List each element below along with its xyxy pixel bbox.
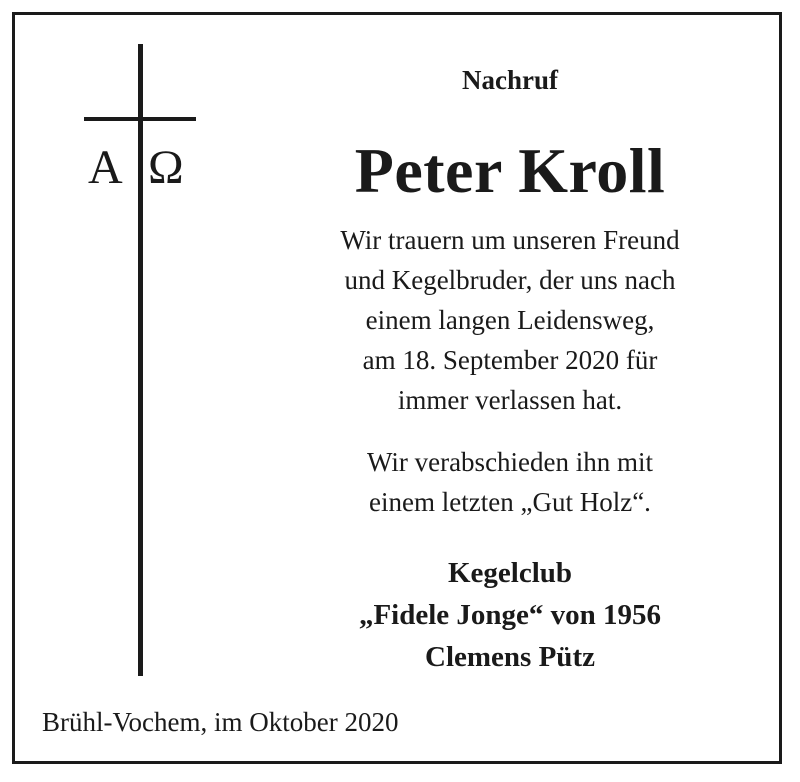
message-line: am 18. September 2020 für [362,345,658,375]
signature-line: „Fidele Jonge“ von 1956 [358,599,662,631]
obituary-heading: Nachruf [462,65,558,95]
alpha-symbol: A [88,141,123,194]
farewell-line: Wir verabschieden ihn mit [366,447,654,477]
farewell-line: einem letzten „Gut Holz“. [369,487,651,517]
signature-line: Clemens Pütz [425,641,595,673]
cross-vertical-bar [138,44,143,676]
signature-block [270,552,750,678]
farewell-message [270,442,750,522]
message-line: Wir trauern um unseren Freund [340,225,680,255]
omega-symbol: Ω [148,141,184,194]
signature-line: Kegelclub [447,557,573,589]
mourning-message [270,220,750,420]
message-line: einem langen Leidensweg, [365,305,655,335]
cross-horizontal-bar [84,117,196,121]
message-line: immer verlassen hat. [397,385,623,415]
deceased-name: Peter Kroll [354,135,666,206]
place-date-footer: Brühl-Vochem, im Oktober 2020 [42,707,399,737]
message-line: und Kegelbruder, der uns nach [344,265,676,295]
